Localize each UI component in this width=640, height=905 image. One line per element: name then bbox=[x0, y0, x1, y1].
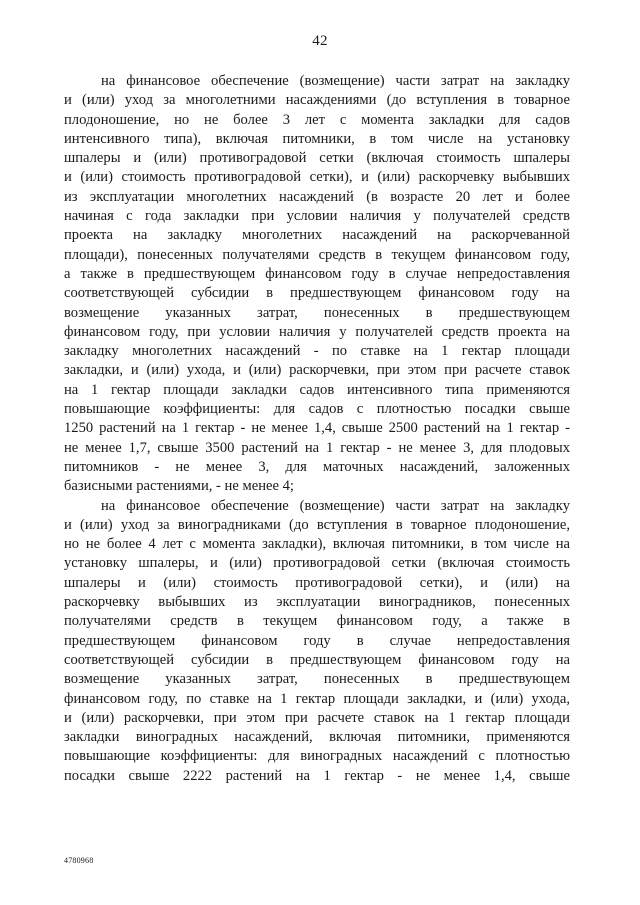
body-text bbox=[64, 72, 570, 786]
paragraph-1-line: 1250 растений на 1 гектар - не менее 1,4, свыше 2500 растений на 1 гектар - bbox=[64, 420, 570, 437]
paragraph-2-line: и (или) уход за виноградниками (до вступления в товарное плодоношение, bbox=[64, 516, 570, 533]
paragraph-2-line: посадки свыше 2222 растений на 1 гектар - не менее 1,4, свыше bbox=[64, 767, 570, 784]
paragraph-2-line: на финансовое обеспечение (возмещение) части затрат на закладку bbox=[101, 497, 570, 514]
paragraph-1-line: и (или) уход за многолетними насаждениями (до вступления в товарное bbox=[64, 92, 570, 109]
paragraph-1-line: базисными растениями, - не менее 4; bbox=[64, 478, 294, 495]
paragraph-2-line: но не более 4 лет с момента закладки), включая питомники, в том числе на bbox=[64, 536, 570, 553]
paragraph-2-line: раскорчевку выбывших из эксплуатации виноградников, понесенных bbox=[64, 594, 570, 611]
paragraph-1-line: площади), понесенных получателями средств в текущем финансовом году, bbox=[64, 246, 570, 263]
paragraph-1-line: интенсивного типа), включая питомники, в том числе на установку bbox=[64, 130, 570, 147]
paragraph-1-line: возмещение указанных затрат, понесенных в предшествующем bbox=[64, 304, 570, 321]
paragraph-1-line: повышающие коэффициенты: для садов с плотностью посадки свыше bbox=[64, 401, 570, 418]
paragraph-1-line: шпалеры и (или) противоградовой сетки (включая стоимость шпалеры bbox=[64, 150, 570, 167]
paragraph-2-line: закладки виноградных насаждений, включая питомники, применяются bbox=[64, 729, 570, 746]
paragraph-1-line: и (или) стоимость противоградовой сетки), и (или) раскорчевку выбывших bbox=[64, 169, 570, 186]
paragraph-1-line: из эксплуатации многолетних насаждений (в возрасте 20 лет и более bbox=[64, 188, 570, 205]
paragraph-2-line: соответствующей субсидии в предшествующем финансовом году на bbox=[64, 651, 570, 668]
paragraph-1-line: а также в предшествующем финансовом году в случае непредоставления bbox=[64, 265, 570, 282]
paragraph-1-line: финансовом году, при условии наличия у получателей средств проекта на bbox=[64, 323, 570, 340]
paragraph-1-line: на 1 гектар площади закладки садов интенсивного типа применяются bbox=[64, 381, 570, 398]
paragraph-2-line: повышающие коэффициенты: для виноградных насаждений с плотностью bbox=[64, 748, 570, 765]
paragraph-1-line: закладки, и (или) ухода, и (или) раскорчевки, при этом при расчете ставок bbox=[64, 362, 570, 379]
paragraph-1-line: на финансовое обеспечение (возмещение) части затрат на закладку bbox=[101, 73, 570, 89]
paragraph-1-line: проекта на закладку многолетних насаждений на раскорчеванной bbox=[64, 227, 570, 244]
paragraph-1-line: закладку многолетних насаждений - по ставке на 1 гектар площади bbox=[64, 343, 570, 360]
paragraph-2-line: получателями средств в текущем финансовом году, а также в bbox=[64, 613, 570, 630]
paragraph-2-line: и (или) раскорчевки, при этом при расчете ставок на 1 гектар площади bbox=[64, 709, 570, 726]
paragraph-1-line: начиная с года закладки при условии наличия у получателей средств bbox=[64, 208, 570, 225]
paragraph-2-line: возмещение указанных затрат, понесенных в предшествующем bbox=[64, 671, 570, 688]
paragraph-1-line: плодоношение, но не более 3 лет с момента закладки для садов bbox=[64, 111, 570, 128]
document-code: 4780968 bbox=[64, 856, 94, 865]
paragraph-1-line: соответствующей субсидии в предшествующем финансовом году на bbox=[64, 285, 570, 302]
paragraph-1-line: не менее 1,7, свыше 3500 растений на 1 гектар - не менее 3, для плодовых bbox=[64, 439, 570, 456]
paragraph-2-line: шпалеры и (или) стоимость противоградовой сетки), и (или) на bbox=[64, 574, 570, 591]
paragraph-1-line: питомников - не менее 3, для маточных насаждений, заложенных bbox=[64, 458, 570, 475]
page-number: 42 bbox=[312, 33, 328, 49]
paragraph-2-line: предшествующем финансовом году в случае непредоставления bbox=[64, 632, 570, 649]
paragraph-2-line: установку шпалеры, и (или) противоградовой сетки (включая стоимость bbox=[64, 555, 570, 572]
paragraph-2-line: финансовом году, по ставке на 1 гектар площади закладки, и (или) ухода, bbox=[64, 690, 570, 707]
